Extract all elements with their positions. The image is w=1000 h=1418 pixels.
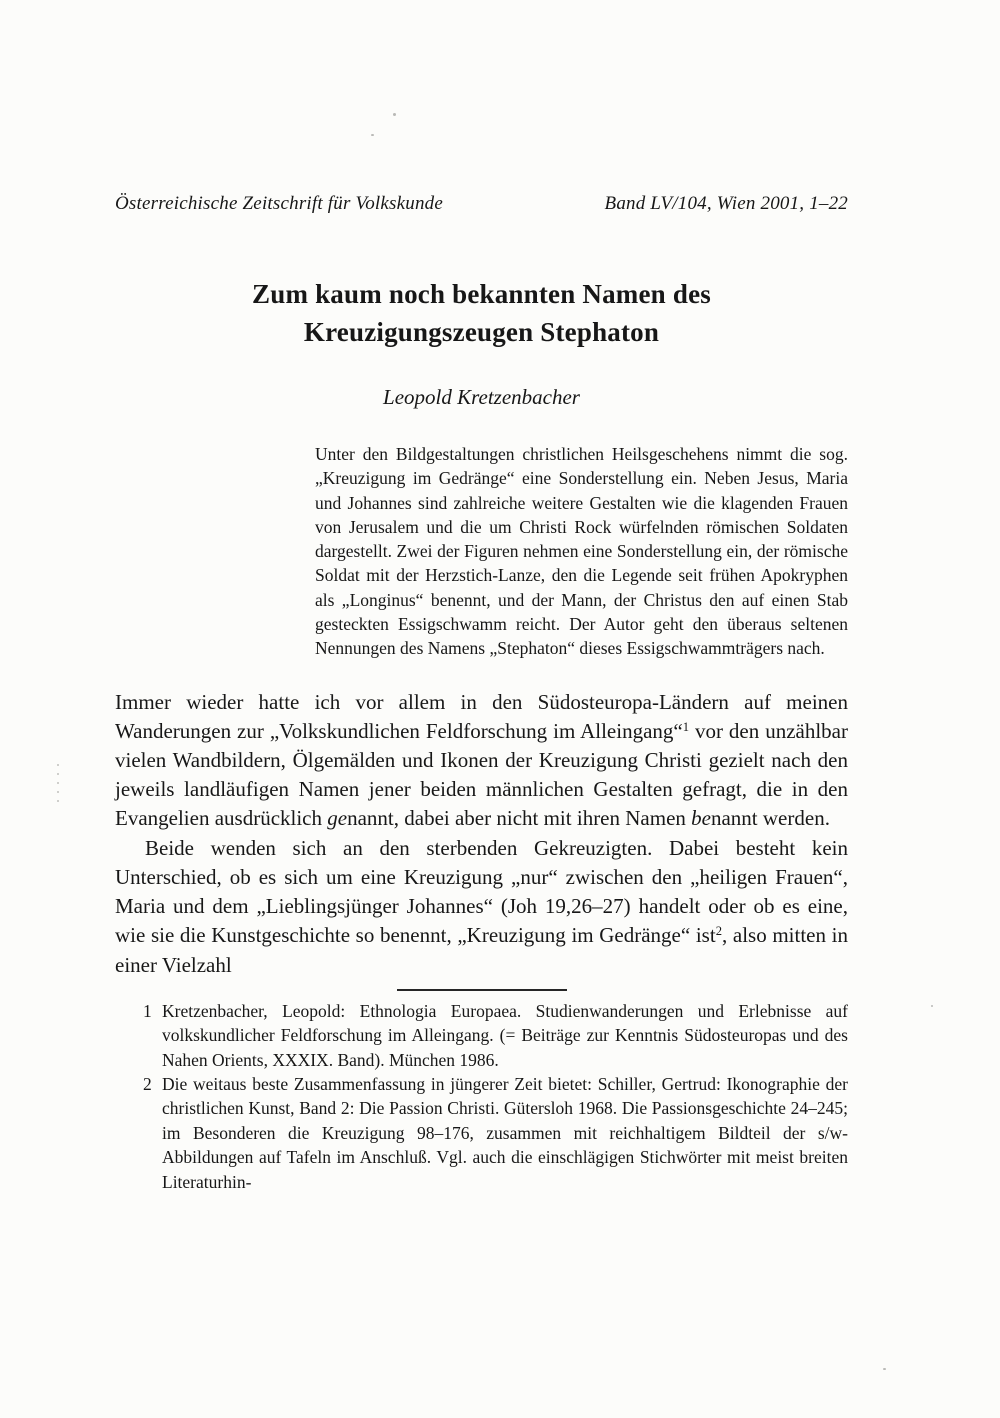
scan-artifact-margin-dots [57, 764, 59, 804]
abstract-paragraph: Unter den Bildgestaltungen christlichen Heilsgeschehens nimmt die sog. „Kreuzigung im Gedränge“ eine Sonderstellung ein. Neben Jesus, Maria und Johannes sind zahlreiche weitere Gestalten wie die klagenden Frauen von Jerusalem und die um Christi Rock würfelnden römischen Soldaten dargestellt. Zwei der Figuren nehmen eine Sonderstellung ein, der römische Soldat mit der Herzstich-Lanze, den die Legende seit frühen Apokryphen als „Longinus“ benennt, und der Mann, der Christus den auf einen Stab gesteckten Essigschwamm reicht. Der Autor geht den überaus seltenen Nennungen des Namens „Stephaton“ dieses Essigschwammträgers nach. [315, 444, 848, 659]
running-head [115, 191, 848, 217]
scan-speck [931, 1005, 933, 1007]
article-body [115, 688, 848, 980]
paragraph-text: vor den unzählbar vielen Wandbildern, Ölgemälden und Ikonen der Kreuzigung Christi gezielt nach den jeweils landläufigen Namen jener beiden männlichen Gestalten gefragt, die in den Evangelien ausdrücklich [115, 718, 848, 831]
footnote-number: 1 [143, 1000, 152, 1021]
footnote-number: 2 [143, 1073, 152, 1094]
emphasis: ge [327, 806, 348, 831]
footnote-text: Kretzenbacher, Leopold: Ethnologia Europaea. Studienwanderungen und Erlebnisse auf volkskundlicher Feldforschung im Alleingang. (= Beiträge zur Kenntnis Südosteuropas und des Nahen Orients, XXXIX. Band). München 1986. [162, 1000, 848, 1070]
footnote-separator [397, 989, 567, 991]
body-paragraph-1 [115, 688, 848, 834]
scan-speck [883, 1368, 886, 1370]
article-title [115, 275, 848, 351]
issue-info: Band LV/104, Wien 2001, 1–22 [604, 193, 848, 214]
footnotes-section [115, 999, 848, 1194]
author-name: Leopold Kretzenbacher [383, 385, 580, 409]
body-paragraph-2 [115, 834, 848, 980]
paragraph-text: Beide wenden sich an den sterbenden Gekreuzigten. Dabei besteht kein Unterschied, ob es sich um eine Kreuzigung „nur“ zwischen den „heiligen Frauen“, Maria und dem „Lieblingsjünger Johannes“ (Joh 19,26–27) handelt oder ob es eine, wie sie die Kunstgeschichte so benennt, „Kreuzigung im Gedränge“ ist [115, 835, 848, 948]
scan-speck [393, 113, 396, 116]
footnote-ref-1: 1 [682, 719, 690, 734]
paragraph-text: , also mitten in einer Vielzahl [115, 923, 848, 977]
footnote-ref-2: 2 [715, 924, 722, 939]
paragraph-text: nannt, dabei aber nicht mit ihren Namen [347, 806, 692, 831]
title-line-1: Zum kaum noch bekannten Namen des [252, 279, 711, 309]
journal-name: Österreichische Zeitschrift für Volkskunde [115, 193, 444, 214]
title-line-2: Kreuzigungszeugen Stephaton [303, 317, 660, 347]
paragraph-text: nannt werden. [710, 806, 830, 831]
scan-speck [371, 134, 374, 136]
paragraph-text: Immer wieder hatte ich vor allem in den Südosteuropa-Ländern auf meinen Wanderungen zur „Volkskundlichen Feldforschung im Alleingang“ [115, 689, 848, 743]
footnote-text: Die weitaus beste Zusammenfassung in jüngerer Zeit bietet: Schiller, Gertrud: Ikonographie der christlichen Kunst, Band 2: Die Passion Christi. Gütersloh 1968. Die Passionsgeschichte 24–245; im Besonderen die Kreuzigung 98–176, zusammen mit reichhaltigem Bildteil der s/w-Abbildungen auf Tafeln im Anschluß. Vgl. auch die einschlägigen Stichwörter mit meist breiten Literaturhin- [162, 1073, 848, 1192]
footnote-item-2 [115, 1072, 848, 1194]
footnote-item-1 [115, 999, 848, 1072]
emphasis: be [691, 806, 711, 831]
